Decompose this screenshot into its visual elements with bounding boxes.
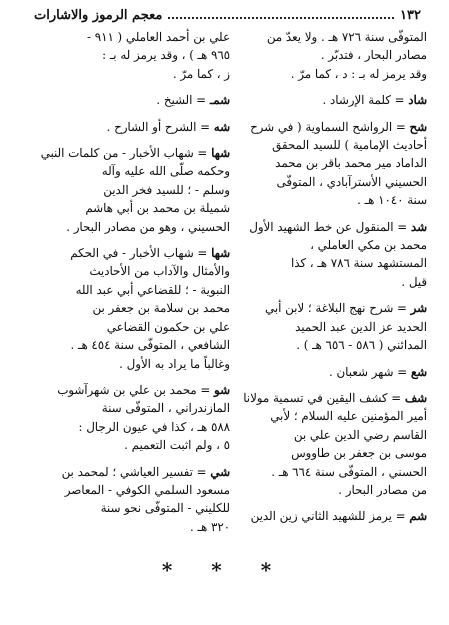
entry-line — [231, 118, 427, 136]
entry-text: ٥ ، ولم اثبت التعميم . — [124, 438, 230, 453]
page-header — [34, 6, 421, 24]
entry-term: شي — [210, 464, 230, 479]
glossary-entry — [36, 91, 230, 109]
entry-line — [36, 436, 230, 454]
entry-line — [36, 28, 230, 46]
entry-text: وغالباً ما يراد به الأول . — [119, 356, 230, 371]
entry-term: شه — [213, 119, 230, 134]
glossary-entry — [36, 244, 230, 373]
entry-line — [231, 363, 427, 381]
entry-term: شاد — [408, 93, 427, 108]
glossary-entry — [36, 463, 230, 537]
entry-text: والأمثال والآداب من الأحاديث — [89, 264, 230, 279]
entry-line — [36, 418, 230, 436]
entry-term: شو — [214, 382, 230, 397]
entry-line — [231, 481, 427, 499]
entry-text: المازندراني ، المتوفّى سنة — [101, 401, 230, 416]
entry-text: المدائني ( ٥٨٦ - ٦٥٦ هـ ) . — [296, 338, 427, 353]
entry-line — [231, 389, 427, 407]
entry-text: علي بن أحمد العاملي ( ٩١١ - — [87, 30, 230, 44]
entry-line — [231, 136, 427, 154]
entry-text: الداماد مير محمد باقر بن محمد — [275, 156, 427, 171]
entry-text: المستشهد سنة ٧٨٦ هـ ، كذا — [290, 256, 427, 271]
entry-text: = محمد بن علي بن شهرآشوب — [57, 382, 211, 397]
entry-line — [36, 336, 230, 354]
entry-text: ز ، كما مرّ . — [172, 66, 230, 81]
entry-term: شها — [211, 146, 230, 161]
entry-text: ٣٢٠ هـ . — [190, 519, 230, 534]
entry-line — [231, 444, 427, 462]
header-dotted-leader — [168, 17, 394, 19]
glossary-entry — [231, 389, 427, 499]
entry-line — [36, 162, 230, 180]
entry-line — [231, 28, 427, 46]
entry-term: شم — [409, 509, 427, 524]
entry-text: النبوية - ؛ للقضاعي أبي عبد الله — [75, 282, 230, 297]
entry-text: = كلمة الإرشاد . — [322, 93, 405, 108]
entry-text: الحسيني ، وهو من مصادر البحار . — [66, 219, 230, 234]
entry-text: = تفسير العياشي ؛ لمحمد بن — [61, 464, 207, 479]
entry-text: ٥٨٨ هـ ، كذا في عيون الرجال : — [78, 419, 230, 434]
entry-text: الحديد عز الدين عبد الحميد — [295, 319, 427, 334]
entry-text: علي بن حكمون القضاعي — [106, 319, 230, 334]
glossary-entry — [231, 28, 427, 83]
entry-text: وحكمه صلّى الله عليه وآله — [101, 164, 230, 179]
entry-line — [36, 355, 230, 373]
entry-line — [36, 199, 230, 217]
glossary-entry — [231, 218, 427, 292]
entry-line — [36, 518, 230, 536]
entry-text: وقد يرمز له بـ : د ، كما مرّ . — [290, 66, 427, 81]
glossary-entry — [231, 363, 427, 381]
entry-line — [36, 65, 230, 83]
entry-text: محمد بن سلامة بن جعفر بن — [92, 301, 230, 316]
entry-term: شح — [409, 119, 427, 134]
entry-line — [36, 481, 230, 499]
page-number: ١٣٢ — [400, 7, 421, 23]
entry-line — [231, 463, 427, 481]
entry-text: أحاديث الإمامية ) للسيد المحقق — [272, 138, 427, 153]
entry-line — [231, 91, 427, 109]
entry-text: = يرمز للشهيد الثاني زين الدين — [250, 509, 406, 524]
entry-text: = كشف اليقين في تسمية مولانا — [243, 390, 402, 405]
entry-line — [231, 318, 427, 336]
entry-text: الشافعي ، المتوفّى سنة ٤٥٤ هـ . — [70, 338, 230, 353]
entry-text: موسى بن جعفر بن طاووس — [291, 446, 427, 461]
entry-line — [231, 236, 427, 254]
entry-term: شر — [410, 301, 427, 316]
entry-text: وسلم - ؛ للسيد فخر الدين — [103, 182, 230, 197]
entry-text: = شهاب الأخبار - في الحكم — [70, 246, 208, 261]
entry-text: شميلة بن محمد بن أبي هاشم — [85, 201, 230, 216]
entry-line — [231, 254, 427, 272]
entry-text: المتوفّى سنة ٧٢٦ هـ . ولا يعدّ من — [266, 30, 427, 44]
glossary-entry — [36, 144, 230, 236]
section-end-ornament: * * * — [161, 558, 288, 582]
entry-line — [36, 299, 230, 317]
entry-text: مصادر البحار ، فتدبّر . — [320, 48, 427, 63]
entry-text: = الشرح أو الشارح . — [106, 119, 211, 134]
glossary-entry — [231, 91, 427, 109]
entry-line — [231, 65, 427, 83]
entry-text: قيل . — [401, 274, 427, 289]
entry-line — [231, 336, 427, 354]
entry-line — [36, 318, 230, 336]
glossary-entry — [231, 118, 427, 210]
entry-line — [36, 144, 230, 162]
entry-line — [231, 154, 427, 172]
entry-text: ٩٦٥ هـ ) ، وقد يرمز له بـ : — [102, 48, 230, 63]
entry-text: = شهاب الأخبار - من كلمات النبي — [40, 146, 208, 161]
entry-text: الحسيني الأسترآبادي ، المتوفّى — [276, 174, 427, 189]
running-title: معجم الرموز والاشارات — [34, 7, 163, 23]
entry-line — [231, 507, 427, 525]
entry-line — [36, 399, 230, 417]
entry-text: = الرواشح السماوية ( في شرح — [250, 119, 406, 134]
entry-line — [36, 281, 230, 299]
glossary-entry — [231, 299, 427, 354]
entry-line — [36, 46, 230, 64]
entry-term: شها — [211, 246, 230, 261]
entry-text: = شهر شعبان . — [328, 364, 408, 379]
entry-line — [36, 262, 230, 280]
entry-line — [36, 499, 230, 517]
entry-line — [231, 273, 427, 291]
entry-line — [231, 426, 427, 444]
entry-text: مسعود السلمي الكوفي - المعاصر — [64, 482, 230, 497]
glossary-entry — [36, 381, 230, 455]
entry-text: = المنقول عن خط الشهيد الأول — [249, 219, 408, 234]
entry-line — [36, 381, 230, 399]
entry-line — [231, 173, 427, 191]
entry-line — [36, 218, 230, 236]
entry-term: شع — [410, 364, 427, 379]
entry-line — [36, 91, 230, 109]
entry-line — [36, 181, 230, 199]
entry-term: شد — [410, 219, 427, 234]
entry-line — [231, 46, 427, 64]
entry-text: سنة ١٠٤٠ هـ . — [357, 193, 427, 208]
glossary-entry — [36, 118, 230, 136]
entry-text: = شرح نهج البلاغة ؛ لابن أبي — [265, 301, 407, 316]
entry-text: محمد بن مكي العاملي ، — [310, 238, 427, 253]
entry-line — [231, 299, 427, 317]
right-column — [231, 28, 427, 534]
entry-line — [36, 244, 230, 262]
entry-text: الحسني ، المتوفّى سنة ٦٦٤ هـ . — [271, 464, 427, 479]
entry-line — [231, 191, 427, 209]
entry-text: من مصادر البحار . — [338, 482, 427, 497]
entry-term: شف — [404, 390, 427, 405]
entry-line — [231, 218, 427, 236]
entry-line — [36, 463, 230, 481]
left-column — [36, 28, 230, 544]
glossary-entry — [36, 28, 230, 83]
entry-text: القاسم رضي الدين علي بن — [293, 427, 427, 442]
entry-line — [231, 407, 427, 425]
entry-term: شمـ — [209, 93, 230, 108]
entry-text: = الشيخ . — [156, 93, 207, 108]
glossary-entry — [231, 507, 427, 525]
entry-text: للكليني - المتوفّى نحو سنة — [100, 501, 230, 516]
entry-line — [36, 118, 230, 136]
entry-text: أمير المؤمنين عليه السلام ؛ لأبي — [270, 409, 427, 424]
